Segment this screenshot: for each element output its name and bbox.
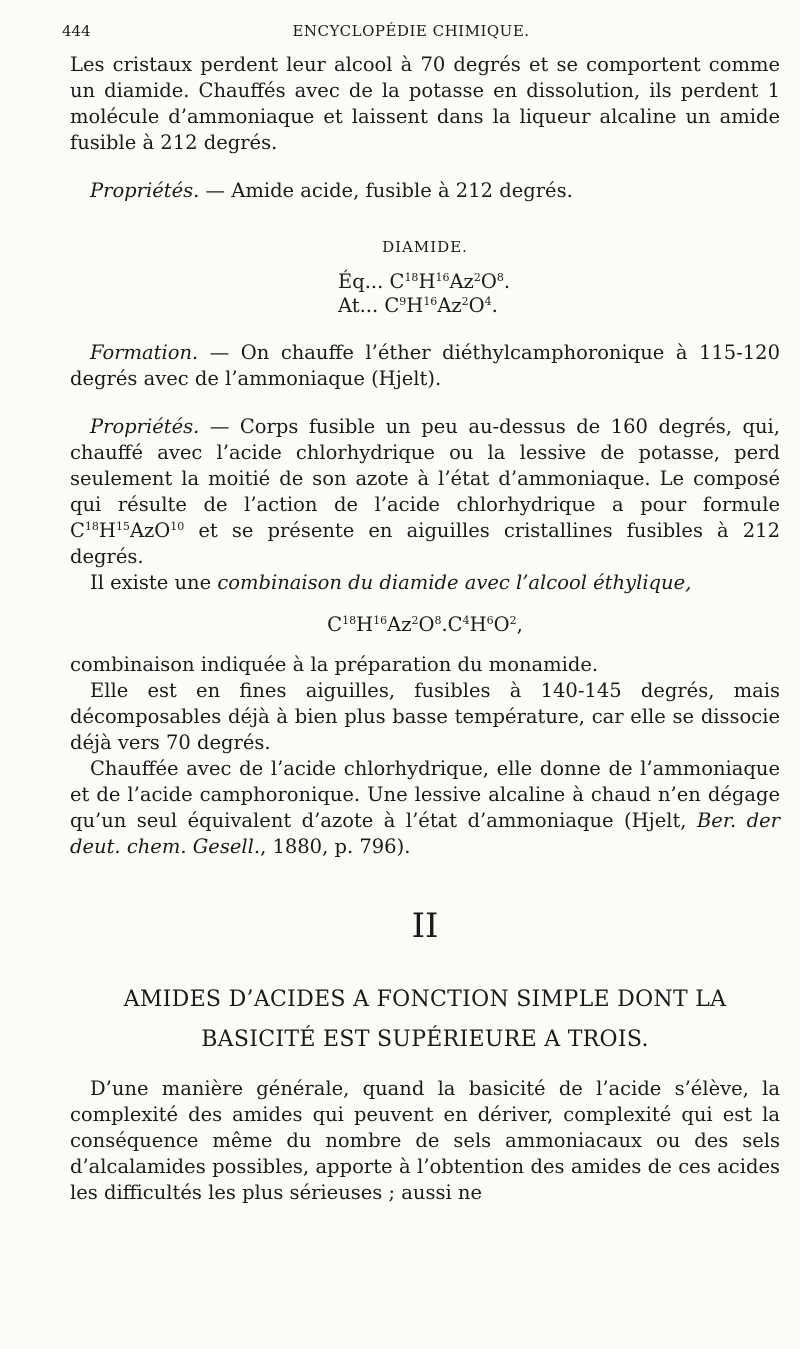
paragraph-combinaison-indiquee: combinaison indiquée à la préparation du monamide.	[70, 653, 599, 676]
formula-atomic: At... $C^9H^{16}Az^2O^4$.	[338, 294, 498, 317]
running-title: ENCYCLOPÉDIE CHIMIQUE.	[292, 22, 530, 40]
label-formation: Formation.	[90, 341, 199, 364]
formula-inline: $C^{18}H^{15}AzO^{10}$	[70, 519, 185, 542]
section-title-line-1: AMIDES D’ACIDES A FONCTION SIMPLE DONT LA	[123, 987, 727, 1012]
paragraph-maniere-generale: D’une manière générale, quand la basicité de l’acide s’élève, la complexité des amides qui peuvent en dériver, complexité qui est la conséquence même du nombre de sels ammoniacaux ou des sels d’alcalamides possibles, apporte à l’obtention des amides de ces acides les difficultés les plus sérieuses ; aussi ne	[70, 1077, 780, 1204]
formula-equivalent: Éq... $C^{18}H^{16}Az^2O^8$.	[338, 270, 511, 293]
page-header	[62, 18, 760, 44]
page-body	[70, 52, 780, 1206]
text-proprietes: — Amide acide, fusible à 212 degrés.	[199, 179, 573, 202]
paragraph-aiguilles: Elle est en fines aiguilles, fusibles à 140-145 degrés, mais décomposables déjà à bien plus basse température, car elle se dissocie déjà vers 70 degrés.	[70, 679, 780, 754]
section-numeral: II	[411, 906, 439, 946]
paragraph-proprietes-diamide: Propriétés. — Corps fusible un peu au-dessus de 160 degrés, qui, chauffé avec l’acide chlorhydrique ou la lessive de potasse, perd seulement la moitié de son azote à l’état d’ammoniaque. Le composé qui résulte de l’action de l’acide chlorhydrique a pour formule $C^{18}H^{15}AzO^{10}$ et se présente en aiguilles cristallines fusibles à 212 degrés.	[70, 415, 780, 568]
paragraph-cristaux: Les cristaux perdent leur alcool à 70 degrés et se comportent comme un diamide. Chauffés avec de la potasse en dissolution, ils perdent 1 molécule d’ammoniaque et laissent dans la liqueur alcaline un amide fusible à 212 degrés.	[70, 53, 780, 154]
paragraph-formation: Formation. — On chauffe l’éther diéthylcamphoronique à 115-120 degrés avec de l’ammoniaque (Hjelt).	[70, 341, 780, 390]
heading-diamide: DIAMIDE.	[382, 238, 468, 256]
citation-journal: Ber. der deut. chem. Gesell.	[70, 809, 780, 858]
section-title-line-2: BASICITÉ EST SUPÉRIEURE A TROIS.	[201, 1027, 649, 1052]
section-title	[70, 980, 780, 1060]
paragraph-proprietes-amide	[70, 178, 780, 204]
formula-block-diamide	[338, 270, 780, 318]
label-proprietes-2: Propriétés.	[90, 415, 200, 438]
formula-combination: $C^{18}H^{16}Az^2O^8.C^4H^6O^2$,	[327, 613, 523, 636]
paragraph-chauffee: Chauffée avec de l’acide chlorhydrique, elle donne de l’ammoniaque et de l’acide camphoronique. Une lessive alcaline à chaud n’en dégage qu’un seul équivalent d’azote à l’état d’ammoniaque (Hjelt, Ber. der deut. chem. Gesell., 1880, p. 796).	[70, 757, 780, 858]
page-number: 444	[62, 22, 91, 40]
paragraph-combinaison: Il existe une combinaison du diamide avec l’alcool éthylique,	[90, 571, 692, 594]
label-proprietes: Propriétés.	[90, 179, 200, 202]
